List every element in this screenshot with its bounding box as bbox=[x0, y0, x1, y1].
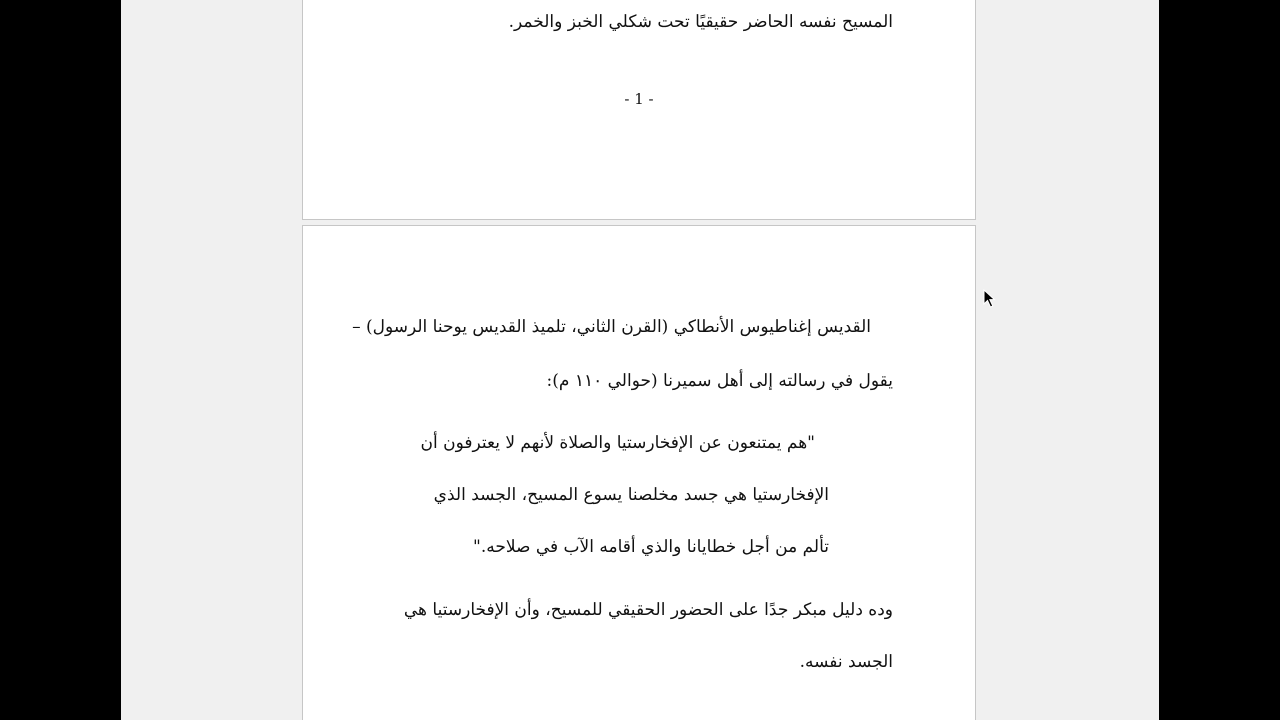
mouse-pointer-icon bbox=[983, 289, 997, 309]
intro-line: يقول في رسالته إلى أهل سميرنا (حوالي ١١٠ م): bbox=[546, 371, 893, 391]
page-number: - 1 - bbox=[624, 90, 654, 108]
comment-line-2: الجسد نفسه. bbox=[799, 652, 893, 672]
comment-line-1: وده دليل مبكر جدًا على الحضور الحقيقي للمسيح، وأن الإفخارستيا هي bbox=[403, 600, 893, 620]
document-page-2 bbox=[302, 225, 976, 720]
document-page-1 bbox=[302, 0, 976, 220]
document-workspace[interactable] bbox=[121, 0, 1159, 720]
quote-line-1: "هم يمتنعون عن الإفخارستيا والصلاة لأنهم لا يعترفون أن bbox=[420, 433, 815, 453]
quote-line-2: الإفخارستيا هي جسد مخلصنا يسوع المسيح، الجسد الذي bbox=[433, 485, 829, 505]
page1-last-line: المسيح نفسه الحاضر حقيقيًا تحت شكلي الخبز والخمر. bbox=[508, 12, 893, 32]
section-heading: القديس إغناطيوس الأنطاكي (القرن الثاني، تلميذ القديس يوحنا الرسول) – bbox=[352, 317, 871, 337]
quote-line-3: تألم من أجل خطايانا والذي أقامه الآب في صلاحه." bbox=[473, 537, 829, 557]
